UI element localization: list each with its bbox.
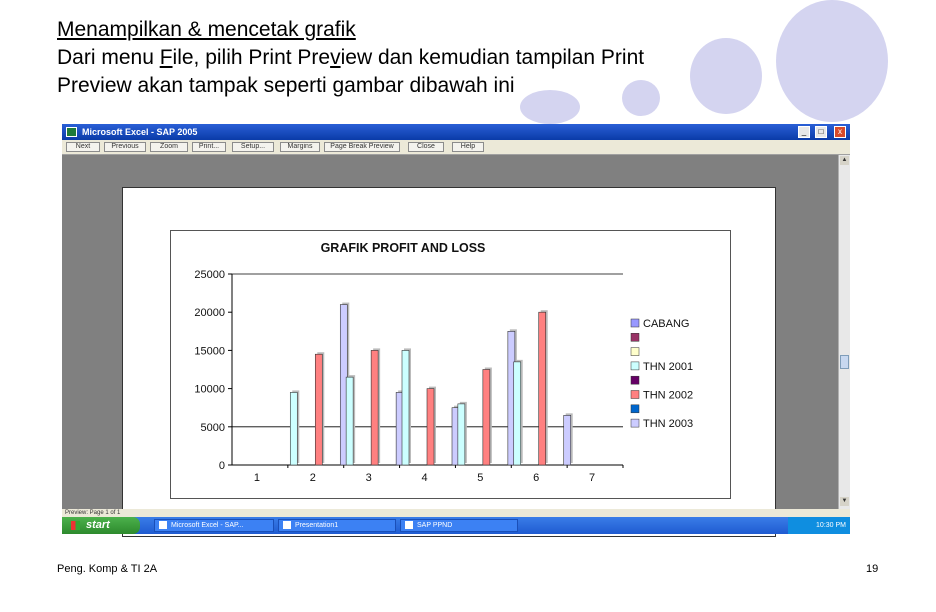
profit-loss-chart bbox=[171, 231, 730, 498]
print-preview-toolbar bbox=[62, 140, 850, 155]
maximize-button[interactable]: □ bbox=[815, 126, 827, 138]
taskbar-item-sap[interactable] bbox=[400, 519, 518, 532]
taskbar-item-label: SAP PPND bbox=[417, 522, 453, 529]
legend-label: THN 2001 bbox=[643, 360, 694, 373]
scroll-down-arrow[interactable]: ▼ bbox=[841, 498, 848, 504]
windows-taskbar bbox=[62, 517, 850, 534]
bar bbox=[564, 415, 571, 465]
line2-text-a: Dari menu bbox=[57, 46, 160, 69]
taskbar-item-label: Microsoft Excel - SAP... bbox=[171, 522, 244, 529]
legend-swatch bbox=[631, 391, 639, 399]
title-line-3: Preview akan tampak seperti gambar dibawah ini bbox=[57, 74, 515, 97]
legend-box bbox=[626, 315, 718, 433]
title-line-2 bbox=[57, 44, 837, 72]
taskbar-item-excel[interactable] bbox=[154, 519, 274, 532]
x-tick-label: 7 bbox=[589, 472, 596, 484]
legend-label: THN 2003 bbox=[643, 418, 694, 431]
close-window-button[interactable]: x bbox=[834, 126, 846, 138]
chart-title: GRAFIK PROFIT AND LOSS bbox=[320, 241, 486, 255]
line2-text-b: ile, pilih Print Pre bbox=[172, 46, 331, 69]
vertical-scrollbar[interactable] bbox=[838, 155, 850, 509]
next-button[interactable]: Next bbox=[66, 142, 100, 152]
x-tick-label: 6 bbox=[533, 472, 540, 484]
legend-label: THN 2002 bbox=[643, 389, 694, 402]
bar bbox=[346, 377, 353, 465]
start-label: start bbox=[86, 519, 110, 531]
bar bbox=[371, 350, 378, 465]
excel-icon bbox=[159, 521, 167, 529]
bar bbox=[458, 404, 465, 465]
y-tick-label: 10000 bbox=[194, 383, 225, 396]
legend-swatch bbox=[631, 376, 639, 384]
bar bbox=[514, 362, 521, 465]
legend-label: CABANG bbox=[643, 318, 690, 330]
print-button[interactable]: Print... bbox=[192, 142, 226, 152]
bar bbox=[402, 350, 409, 465]
powerpoint-icon bbox=[283, 521, 291, 529]
taskbar-item-presentation[interactable] bbox=[278, 519, 396, 532]
help-button[interactable]: Help bbox=[452, 142, 484, 152]
y-tick-label: 0 bbox=[218, 460, 225, 472]
start-button[interactable] bbox=[62, 517, 140, 534]
system-tray-clock: 10:30 PM bbox=[788, 517, 850, 534]
x-tick-label: 4 bbox=[421, 472, 428, 484]
bar bbox=[290, 392, 297, 465]
excel-app-icon bbox=[66, 127, 77, 137]
slide-title bbox=[57, 16, 837, 100]
legend-swatch bbox=[631, 348, 639, 356]
previous-button[interactable]: Previous bbox=[104, 142, 146, 152]
legend-swatch bbox=[631, 419, 639, 427]
window-title: Microsoft Excel - SAP 2005 bbox=[82, 127, 198, 137]
x-tick-label: 2 bbox=[309, 472, 316, 484]
status-bar: Preview: Page 1 of 1 bbox=[62, 509, 850, 517]
x-tick-label: 3 bbox=[365, 472, 372, 484]
bar bbox=[539, 312, 546, 465]
line2-underlined-v: v bbox=[330, 46, 341, 69]
page-break-preview-button[interactable]: Page Break Preview bbox=[324, 142, 400, 152]
preview-area bbox=[62, 155, 838, 509]
setup-button[interactable]: Setup... bbox=[232, 142, 274, 152]
legend-swatch bbox=[631, 362, 639, 370]
zoom-button[interactable]: Zoom bbox=[150, 142, 188, 152]
legend-swatch bbox=[631, 405, 639, 413]
chart-bars bbox=[290, 303, 572, 465]
y-tick-label: 20000 bbox=[194, 307, 225, 320]
y-tick-label: 5000 bbox=[200, 421, 225, 434]
chart-legend bbox=[626, 315, 718, 433]
powerpoint-icon bbox=[405, 521, 413, 529]
x-tick-label: 5 bbox=[477, 472, 484, 484]
y-tick-label: 25000 bbox=[194, 269, 225, 281]
y-tick-label: 15000 bbox=[194, 345, 225, 358]
bar bbox=[427, 389, 434, 465]
windows-logo-icon bbox=[71, 521, 80, 530]
footer-course: Peng. Komp & TI 2A bbox=[57, 563, 158, 575]
line2-underlined-f: F bbox=[159, 46, 173, 69]
bar bbox=[483, 370, 490, 466]
line2-text-c: iew dan kemudian tampilan Print bbox=[340, 46, 645, 69]
excel-print-preview-screenshot bbox=[62, 124, 850, 534]
footer-page-number: 19 bbox=[866, 563, 879, 575]
close-preview-button[interactable]: Close bbox=[408, 142, 444, 152]
bar bbox=[315, 354, 322, 465]
title-line-1: Menampilkan & mencetak grafik bbox=[57, 18, 356, 41]
preview-page bbox=[122, 187, 776, 537]
margins-button[interactable]: Margins bbox=[280, 142, 320, 152]
chart-frame bbox=[170, 230, 731, 499]
minimize-button[interactable]: _ bbox=[798, 126, 810, 138]
x-tick-label: 1 bbox=[253, 472, 260, 484]
taskbar-item-label: Presentation1 bbox=[295, 522, 339, 529]
legend-swatch bbox=[631, 333, 639, 341]
scroll-thumb[interactable] bbox=[840, 355, 849, 369]
scroll-up-arrow[interactable]: ▲ bbox=[841, 157, 848, 163]
window-titlebar bbox=[62, 124, 850, 140]
legend-swatch bbox=[631, 319, 639, 327]
